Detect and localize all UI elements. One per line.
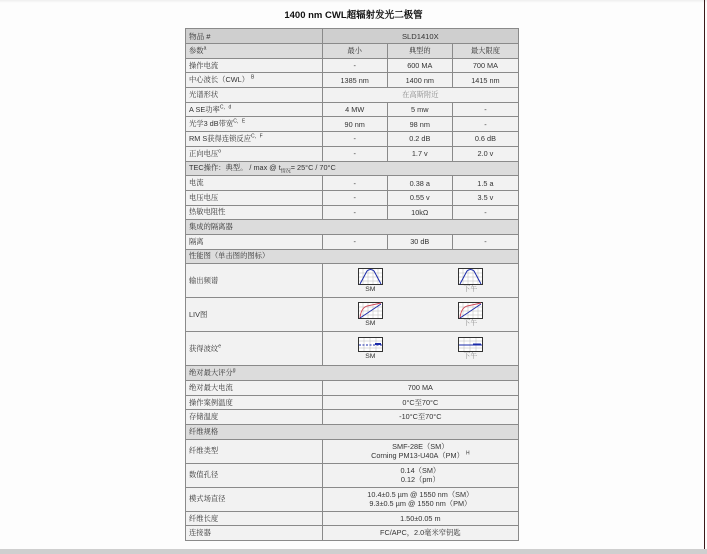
tec-label: 热敏电阻性 (186, 205, 323, 220)
tec-max: - (452, 205, 518, 220)
table-row (186, 73, 519, 88)
fiber-value: 10.4±0.5 µm @ 1550 nm（SM） 9.3±0.5 µm @ 1550 nm（PM） (322, 487, 518, 511)
typ-header: 典型的 (387, 44, 452, 59)
fiber-label: 纤维类型 (186, 439, 323, 463)
fiber-value: 0.14（SM） 0.12（pm） (322, 463, 518, 487)
param-label: 光学3 dB带宽$^{C,E}$ (186, 117, 323, 132)
spectrum-pm-link[interactable]: 下午 (440, 268, 500, 294)
window-edge-divider (704, 0, 705, 550)
table-row (186, 117, 519, 132)
param-label: A SE功率$^{C,d}$ (186, 102, 323, 117)
spectrum-graph-icon (458, 268, 483, 285)
param-typ: 0.2 dB (387, 132, 452, 147)
fiber-value: SMF-28E（SM） Corning PM13-U40A（PM） $^H$ (322, 439, 518, 463)
tec-label: 电压电压 (186, 190, 323, 205)
param-max: 2.0 v (452, 146, 518, 161)
tec-label: 电流 (186, 176, 323, 191)
param-min: 1385 nm (322, 73, 387, 88)
graph-label: LIV图 (186, 298, 323, 332)
isolator-max: - (452, 234, 518, 249)
table-row (186, 190, 519, 205)
horizontal-scrollbar[interactable] (0, 549, 707, 554)
table-row (186, 298, 519, 332)
param-label: RM S获得连锁反应$^{C,F}$ (186, 132, 323, 147)
table-row (186, 88, 519, 103)
graph-label: 获得波纹$^e$ (186, 332, 323, 366)
liv-graph-icon (358, 302, 383, 319)
fiber-value: FC/APC，2.0毫米窄钥匙 (322, 526, 518, 541)
isolator-label: 隔离 (186, 234, 323, 249)
table-row (186, 511, 519, 526)
performance-section-header: 性能图（单击图的图标） (186, 249, 519, 264)
table-row (186, 176, 519, 191)
max-header: 最大限度 (452, 44, 518, 59)
abs-max-label: 操作案例温度 (186, 395, 323, 410)
part-number: SLD1410X (322, 29, 518, 44)
abs-max-value: -10°C至70°C (322, 410, 518, 425)
table-row (186, 395, 519, 410)
isolator-typ: 30 dB (387, 234, 452, 249)
abs-max-value: 0°C至70°C (322, 395, 518, 410)
table-row (186, 205, 519, 220)
tec-section-header: TEC操作：典型。 / max @ $t_{情况}= 25^\circ C / 70^\circ C$ (186, 161, 519, 176)
table-row (186, 526, 519, 541)
table-row (186, 463, 519, 487)
table-row (186, 146, 519, 161)
param-label: 中心波长（CWL） $^B$ (186, 73, 323, 88)
ripple-pm-link[interactable]: 下午 (440, 337, 500, 361)
params-label: 参数$^a$ (186, 44, 323, 59)
abs-max-value: 700 MA (322, 381, 518, 396)
table-row (186, 410, 519, 425)
min-header: 最小 (322, 44, 387, 59)
param-max: - (452, 117, 518, 132)
tec-min: - (322, 190, 387, 205)
tec-min: - (322, 176, 387, 191)
spectrum-sm-link[interactable]: SM (340, 268, 400, 294)
table-row (186, 264, 519, 298)
table-row (186, 487, 519, 511)
isolator-section-header: 集成的隔离器 (186, 220, 519, 235)
table-row (186, 102, 519, 117)
fiber-label: 连接器 (186, 526, 323, 541)
spec-table (185, 28, 519, 541)
param-value: 在高斯附近 (322, 88, 518, 103)
param-label: 光谱形状 (186, 88, 323, 103)
param-typ: 5 mw (387, 102, 452, 117)
tec-typ: 0.38 a (387, 176, 452, 191)
abs-max-section-header: 绝对最大评分$^g$ (186, 366, 519, 381)
tec-min: - (322, 205, 387, 220)
table-row (186, 132, 519, 147)
param-max: 1415 nm (452, 73, 518, 88)
fiber-value: 1.50±0.05 m (322, 511, 518, 526)
item-header-row (186, 29, 519, 44)
params-header-row (186, 44, 519, 59)
param-min: - (322, 146, 387, 161)
ripple-graph-icon (458, 337, 483, 352)
ripple-sm-link[interactable]: SM (340, 337, 400, 361)
spectrum-graph-icon (358, 268, 383, 285)
item-label: 物品 # (186, 29, 323, 44)
param-max: 700 MA (452, 58, 518, 73)
fiber-label: 纤维长度 (186, 511, 323, 526)
page-title: 1400 nm CWL超辐射发光二极管 (284, 10, 423, 21)
fiber-section-header: 纤维规格 (186, 425, 519, 440)
param-typ: 1.7 v (387, 146, 452, 161)
graph-label: 输出频谱 (186, 264, 323, 298)
table-row (186, 332, 519, 366)
liv-sm-link[interactable]: SM (340, 302, 400, 328)
table-row (186, 234, 519, 249)
param-typ: 600 MA (387, 58, 452, 73)
tec-typ: 0.55 v (387, 190, 452, 205)
liv-graph-icon (458, 302, 483, 319)
abs-max-label: 存储温度 (186, 410, 323, 425)
table-row (186, 381, 519, 396)
table-row (186, 58, 519, 73)
fiber-label: 数值孔径 (186, 463, 323, 487)
fiber-label: 模式场直径 (186, 487, 323, 511)
param-label: 操作电流 (186, 58, 323, 73)
param-label: 正向电压$^o$ (186, 146, 323, 161)
param-max: - (452, 102, 518, 117)
param-typ: 1400 nm (387, 73, 452, 88)
param-min: 90 nm (322, 117, 387, 132)
param-min: - (322, 58, 387, 73)
tec-max: 3.5 v (452, 190, 518, 205)
ripple-graph-icon (358, 337, 383, 352)
param-min: 4 MW (322, 102, 387, 117)
isolator-min: - (322, 234, 387, 249)
param-max: 0.6 dB (452, 132, 518, 147)
tec-typ: 10kΩ (387, 205, 452, 220)
tec-max: 1.5 a (452, 176, 518, 191)
abs-max-label: 绝对最大电流 (186, 381, 323, 396)
window-top-shade (0, 0, 707, 3)
table-row (186, 439, 519, 463)
param-min: - (322, 132, 387, 147)
liv-pm-link[interactable]: 下午 (440, 302, 500, 328)
param-typ: 98 nm (387, 117, 452, 132)
